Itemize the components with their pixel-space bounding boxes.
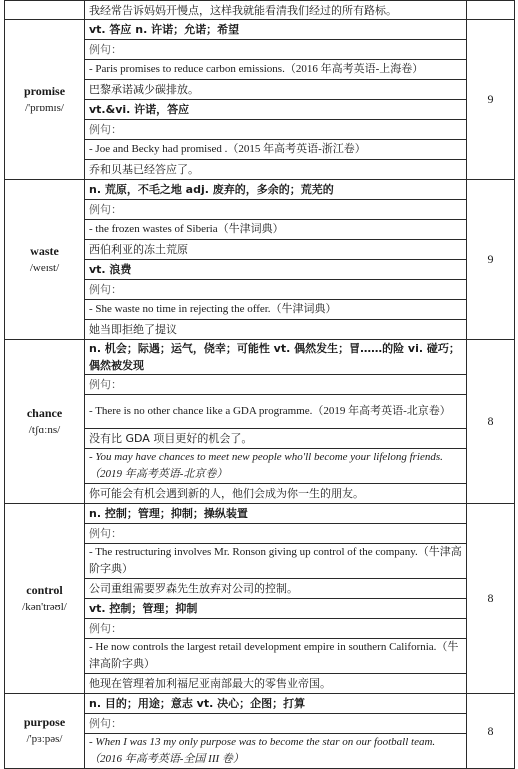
definition — [85, 260, 467, 280]
definition-text: n. 荒原，不毛之地 adj. 废弃的，多余的；荒芜的 — [89, 183, 334, 196]
table-row — [5, 1, 515, 20]
phonetic: /tʃɑːns/ — [28, 423, 61, 436]
table-row — [5, 504, 515, 524]
frequency: 8 — [467, 504, 515, 694]
example-label: 例句： — [85, 524, 467, 544]
example-english: - Paris promises to reduce carbon emissions.（2016 年高考英语-上海卷） — [85, 60, 467, 80]
example-chinese: 没有比 GDA 项目更好的机会了。 — [85, 429, 467, 449]
definition-text: n. 机会；际遇；运气，侥幸；可能性 vt. 偶然发生；冒……的险 vi. 碰巧；偶然被发现 — [89, 342, 460, 372]
example-chinese: 公司重组需要罗森先生放弃对公司的控制。 — [85, 579, 467, 599]
definition-text: vt. 浪费 — [89, 263, 132, 276]
frequency: 8 — [467, 694, 515, 769]
definition-text: vt. 答应 n. 许诺；允诺；希望 — [89, 23, 240, 36]
definition-text: vt. 控制；管理；抑制 — [89, 602, 198, 615]
frequency: 9 — [467, 180, 515, 340]
word-cell-empty — [5, 1, 85, 20]
headword: waste — [30, 243, 59, 258]
table-row — [5, 20, 515, 40]
definition — [85, 180, 467, 200]
example-label: 例句： — [85, 714, 467, 734]
table-row — [5, 180, 515, 200]
word-cell-purpose — [5, 694, 85, 769]
example-english: - She waste no time in rejecting the offer.（牛津词典） — [85, 300, 467, 320]
word-cell-chance — [5, 340, 85, 504]
headword: chance — [26, 405, 63, 420]
example-english: - You may have chances to meet new people who'll become your lifelong friends.（2019 年高考英语-北京卷） — [85, 449, 467, 484]
example-chinese: 西伯利亚的冻土荒原 — [85, 240, 467, 260]
example-chinese: 你可能会有机会遇到新的人，他们会成为你一生的朋友。 — [85, 484, 467, 504]
example-chinese: 巴黎承诺减少碳排放。 — [85, 80, 467, 100]
definition — [85, 20, 467, 40]
phonetic: /'pɜːpəs/ — [26, 733, 63, 745]
table-row — [5, 340, 515, 375]
definition — [85, 340, 467, 375]
example-chinese: 他现在管理着加利福尼亚南部最大的零售业帝国。 — [85, 674, 467, 694]
example-label: 例句： — [85, 40, 467, 60]
example-label: 例句： — [85, 120, 467, 140]
frequency: 8 — [467, 340, 515, 504]
example-label: 例句： — [85, 619, 467, 639]
phonetic: /'prɒmɪs/ — [25, 101, 64, 114]
definition — [85, 599, 467, 619]
headword: control — [26, 582, 63, 597]
example-english: - Joe and Becky had promised .（2015 年高考英语-浙江卷） — [85, 140, 467, 160]
example-english: - the frozen wastes of Siberia（牛津词典） — [85, 220, 467, 240]
example-english: - He now controls the largest retail development empire in southern California.（牛津高阶字典） — [85, 639, 467, 674]
definition-text: n. 控制；管理；抑制；操纵装置 — [89, 507, 248, 520]
headword: purpose — [23, 715, 66, 729]
phonetic: /weɪst/ — [29, 261, 60, 274]
definition — [85, 694, 467, 714]
example-english: - When I was 13 my only purpose was to become the star on our football team.（2016 年高考英语-全国 III 卷） — [85, 734, 467, 769]
table-row — [5, 694, 515, 714]
example-chinese: 乔和贝基已经答应了。 — [85, 160, 467, 180]
phonetic: /kən'trəʊl/ — [22, 600, 67, 613]
example-chinese: 她当即拒绝了提议 — [85, 320, 467, 340]
headword: promise — [23, 83, 66, 98]
definition-text: n. 目的；用途；意志 vt. 决心；企图；打算 — [89, 697, 306, 710]
freq-cell-empty — [467, 1, 515, 20]
example-chinese: 我经常告诉妈妈开慢点，这样我就能看清我们经过的所有路标。 — [85, 1, 467, 20]
example-english: - There is no other chance like a GDA programme.（2019 年高考英语-北京卷） — [85, 395, 467, 429]
word-cell-promise — [5, 20, 85, 180]
example-english: - The restructuring involves Mr. Ronson giving up control of the company.（牛津高阶字典） — [85, 544, 467, 579]
definition-text: vt.&vi. 许诺，答应 — [89, 103, 190, 116]
vocabulary-table — [4, 0, 515, 769]
word-cell-waste — [5, 180, 85, 340]
example-label: 例句： — [85, 375, 467, 395]
word-cell-control — [5, 504, 85, 694]
definition — [85, 100, 467, 120]
frequency: 9 — [467, 20, 515, 180]
definition — [85, 504, 467, 524]
example-label: 例句： — [85, 200, 467, 220]
example-label: 例句： — [85, 280, 467, 300]
